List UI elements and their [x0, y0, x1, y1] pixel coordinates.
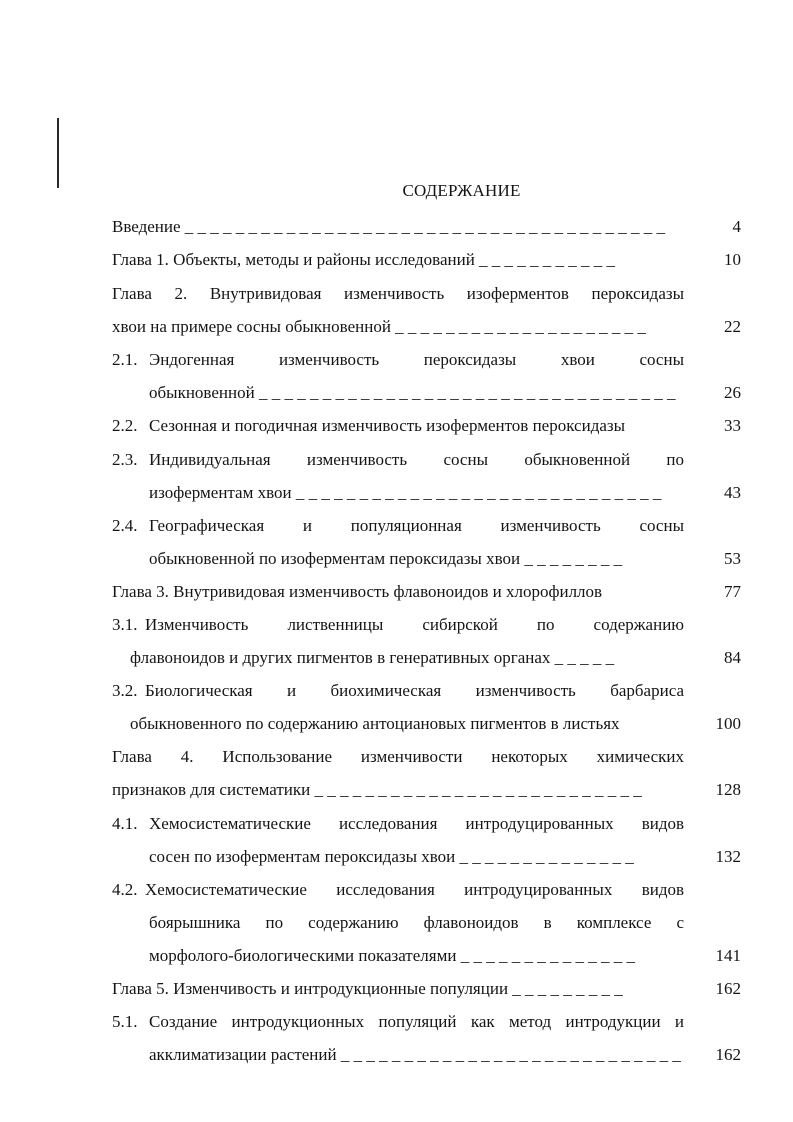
toc-entry-5-1-line-2: акклиматизации растений _ _ _ _ _ _ _ _ _ _ _ _ _ _ _ _ _ _ _ _ _ _ _ _ _ _ _ — [149, 1045, 681, 1064]
page-title: СОДЕРЖАНИЕ — [402, 181, 521, 200]
toc-entry-chapter-4-line-1: Глава 4. Использование изменчивости некоторых химических — [112, 747, 684, 766]
toc-page-3-2: 100 — [715, 714, 741, 733]
toc-entry-2-3-line-2: изоферментам хвои _ _ _ _ _ _ _ _ _ _ _ _ _ _ _ _ _ _ _ _ _ _ _ _ _ _ _ _ _ — [149, 483, 662, 502]
toc-entry-3-2-line-1: Биологическая и биохимическая изменчивость барбариса — [145, 681, 684, 700]
toc-entry-2-4-line-1: Географическая и популяционная изменчивость сосны — [149, 516, 684, 535]
toc-entry-4-1-line-2: сосен по изоферментам пероксидазы хвои _ _ _ _ _ _ _ _ _ _ _ _ _ _ — [149, 847, 634, 866]
toc-page-intro: 4 — [732, 217, 741, 236]
toc-page-chapter-5: 162 — [715, 979, 741, 998]
scan-margin-line — [57, 118, 59, 188]
toc-number-2-1: 2.1. — [112, 350, 138, 369]
toc-entry-intro: Введение _ _ _ _ _ _ _ _ _ _ _ _ _ _ _ _ _ _ _ _ _ _ _ _ _ _ _ _ _ _ _ _ _ _ _ _ _ _ — [112, 217, 666, 236]
toc-entry-2-1-line-2: обыкновенной _ _ _ _ _ _ _ _ _ _ _ _ _ _ _ _ _ _ _ _ _ _ _ _ _ _ _ _ _ _ _ _ _ — [149, 383, 676, 402]
toc-page-2-4: 53 — [724, 549, 741, 568]
toc-number-3-1: 3.1. — [112, 615, 138, 634]
toc-page-3-1: 84 — [724, 648, 741, 667]
toc-page-5-1: 162 — [715, 1045, 741, 1064]
toc-entry-2-4-line-2: обыкновенной по изоферментам пероксидазы хвои _ _ _ _ _ _ _ _ — [149, 549, 623, 568]
toc-entry-3-2-line-2: обыкновенного по содержанию антоциановых пигментов в листьях — [130, 714, 620, 733]
toc-entry-2-3-line-1: Индивидуальная изменчивость сосны обыкновенной по — [149, 450, 684, 469]
toc-entry-5-1-line-1: Создание интродукционных популяций как метод интродукции и — [149, 1012, 684, 1031]
toc-number-3-2: 3.2. — [112, 681, 138, 700]
toc-number-4-2: 4.2. — [112, 880, 138, 899]
toc-page-4-2: 141 — [715, 946, 741, 965]
toc-page-chapter-2: 22 — [724, 317, 741, 336]
toc-entry-2-2: Сезонная и погодичная изменчивость изоферментов пероксидазы — [149, 416, 626, 435]
toc-page-4-1: 132 — [715, 847, 741, 866]
toc-entry-chapter-2-line-2: хвои на примере сосны обыкновенной _ _ _ _ _ _ _ _ _ _ _ _ _ _ _ _ _ _ _ _ — [112, 317, 646, 336]
toc-page-2-1: 26 — [724, 383, 741, 402]
toc-entry-chapter-2-line-1: Глава 2. Внутривидовая изменчивость изоферментов пероксидазы — [112, 284, 684, 303]
toc-page-chapter-3: 77 — [724, 582, 741, 601]
toc-entry-4-2-line-3: морфолого-биологическими показателями _ _ _ _ _ _ _ _ _ _ _ _ _ _ — [149, 946, 635, 965]
toc-entry-4-2-line-1: Хемосистематические исследования интродуцированных видов — [145, 880, 684, 899]
toc-page-chapter-1: 10 — [724, 250, 741, 269]
toc-page-2-3: 43 — [724, 483, 741, 502]
toc-entry-4-1-line-1: Хемосистематические исследования интродуцированных видов — [149, 814, 684, 833]
toc-entry-3-1-line-2: флавоноидов и других пигментов в генеративных органах _ _ _ _ _ — [130, 648, 615, 667]
toc-entry-chapter-1: Глава 1. Объекты, методы и районы исследований _ _ _ _ _ _ _ _ _ _ _ — [112, 250, 616, 269]
toc-number-2-3: 2.3. — [112, 450, 138, 469]
toc-entry-chapter-5: Глава 5. Изменчивость и интродукционные популяции _ _ _ _ _ _ _ _ _ — [112, 979, 623, 998]
toc-number-5-1: 5.1. — [112, 1012, 138, 1031]
toc-number-4-1: 4.1. — [112, 814, 138, 833]
toc-number-2-4: 2.4. — [112, 516, 138, 535]
toc-page-chapter-4: 128 — [715, 780, 741, 799]
toc-entry-2-1-line-1: Эндогенная изменчивость пероксидазы хвои сосны — [149, 350, 684, 369]
toc-entry-3-1-line-1: Изменчивость лиственницы сибирской по содержанию — [145, 615, 684, 634]
toc-number-2-2: 2.2. — [112, 416, 138, 435]
toc-entry-chapter-3: Глава 3. Внутривидовая изменчивость флавоноидов и хлорофиллов — [112, 582, 603, 601]
toc-page-2-2: 33 — [724, 416, 741, 435]
toc-entry-chapter-4-line-2: признаков для систематики _ _ _ _ _ _ _ _ _ _ _ _ _ _ _ _ _ _ _ _ _ _ _ _ _ _ — [112, 780, 642, 799]
toc-entry-4-2-line-2: боярышника по содержанию флавоноидов в комплексе с — [149, 913, 684, 932]
